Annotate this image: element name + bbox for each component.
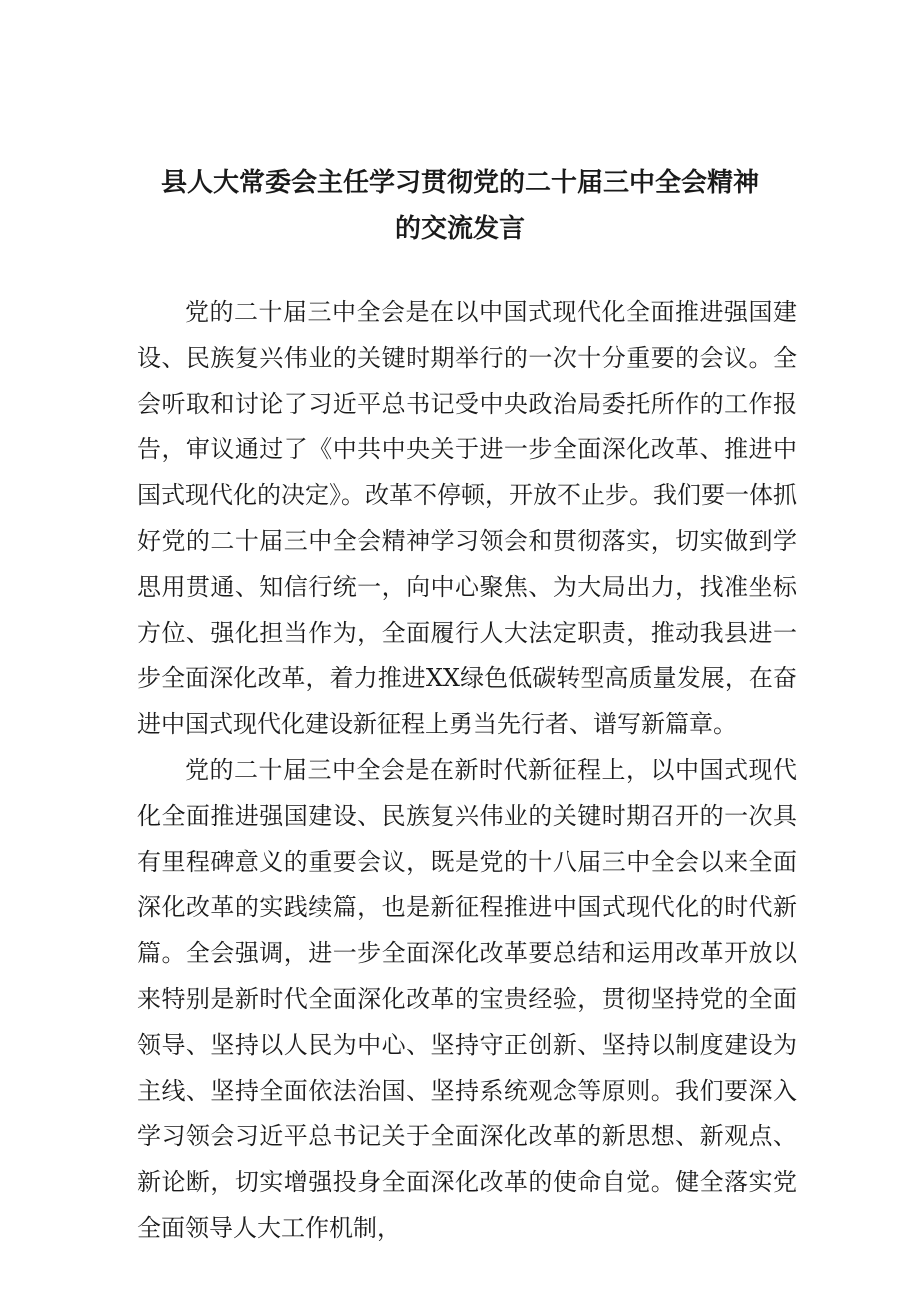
title-line-2: 的交流发言 [394,214,525,244]
title-line-1: 县人大常委会主任学习贯彻党的二十届三中全会精神 [160,168,759,198]
document-body [137,290,797,1252]
paragraph-2: 党的二十届三中全会是在新时代新征程上，以中国式现代化全面推进强国建设、民族复兴伟业的关键时期召开的一次具有里程碑意义的重要会议，既是党的十八届三中全会以来全面深化改革的实践续篇，也是新征程推进中国式现代化的时代新篇。全会强调，进一步全面深化改革要总结和运用改革开放以来特别是新时代全面深化改革的宝贵经验，贯彻坚持党的全面领导、坚持以人民为中心、坚持守正创新、坚持以制度建设为主线、坚持全面依法治国、坚持系统观念等原则。我们要深入学习领会习近平总书记关于全面深化改革的新思想、新观点、新论断，切实增强投身全面深化改革的使命自觉。健全落实党全面领导人大工作机制， [137,755,797,1242]
document-title [120,160,800,252]
paragraph-1: 党的二十届三中全会是在以中国式现代化全面推进强国建设、民族复兴伟业的关键时期举行的一次十分重要的会议。全会听取和讨论了习近平总书记受中央政治局委托所作的工作报告，审议通过了《中共中央关于进一步全面深化改革、推进中国式现代化的决定》。改革不停顿，开放不止步。我们要一体抓好党的二十届三中全会精神学习领会和贯彻落实，切实做到学思用贯通、知信行统一，向中心聚焦、为大局出力，找准坐标方位、强化担当作为，全面履行人大法定职责，推动我县进一步全面深化改革，着力推进XX绿色低碳转型高质量发展，在奋进中国式现代化建设新征程上勇当先行者、谱写新篇章。 [137,298,797,739]
